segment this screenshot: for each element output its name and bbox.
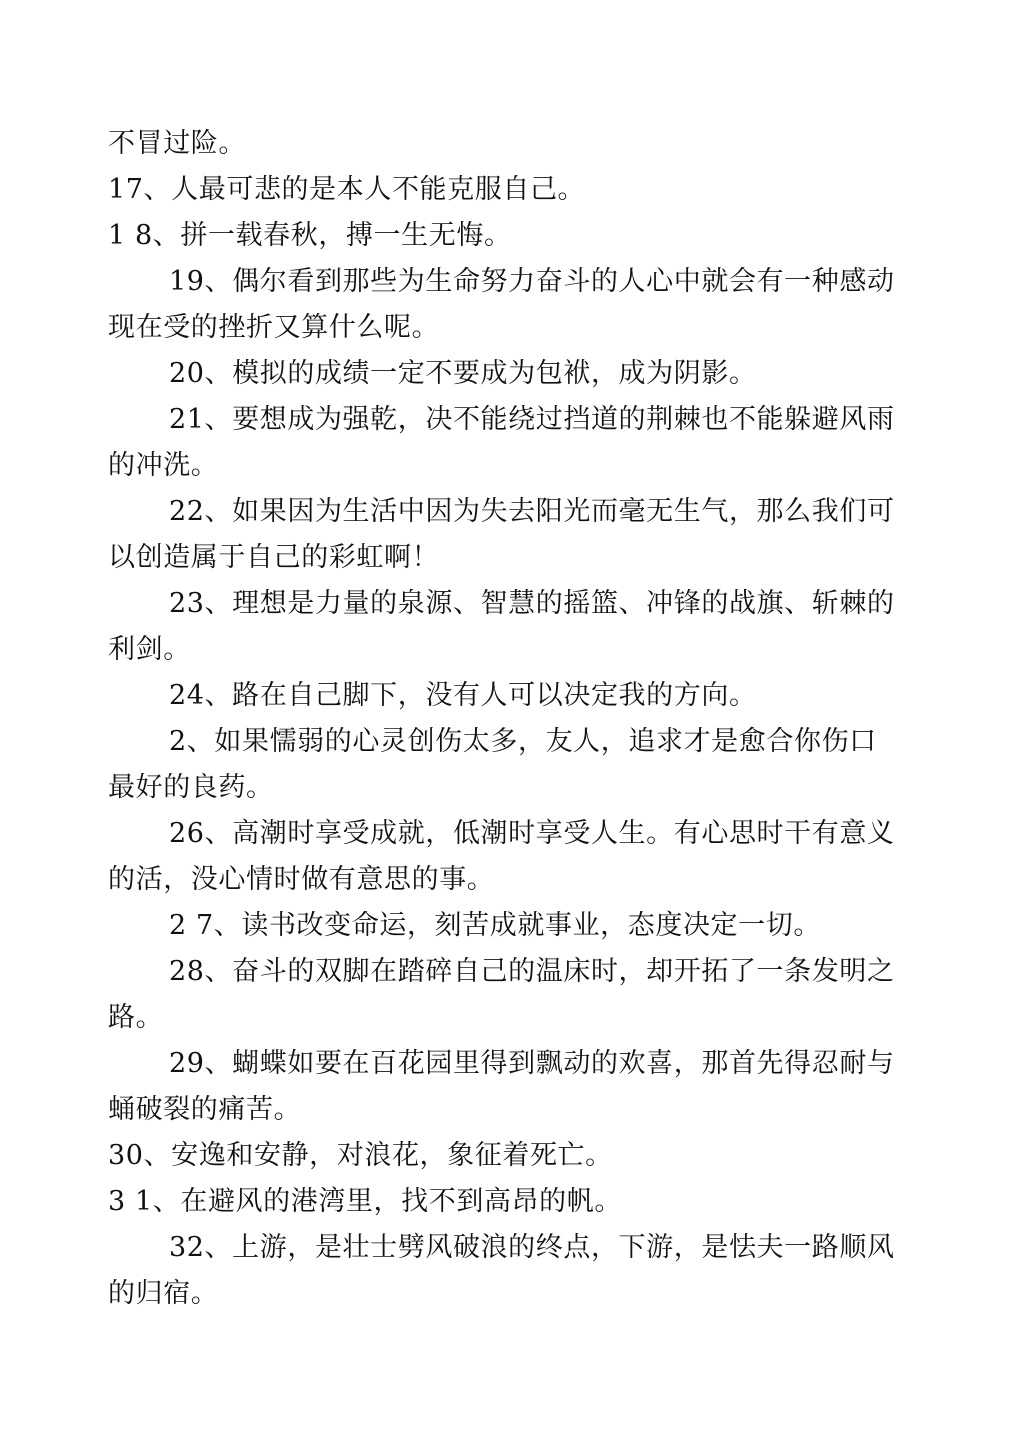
paragraph: 30、安逸和安静，对浪花，象征着死亡。 xyxy=(108,1140,613,1171)
paragraph: 21、要想成为强乾，决不能绕过挡道的荆棘也不能躲避风雨的冲洗。 xyxy=(108,404,895,481)
paragraph: 22、如果因为生活中因为失去阳光而毫无生气，那么我们可以创造属于自己的彩虹啊！ xyxy=(108,496,895,573)
paragraph: 19、偶尔看到那些为生命努力奋斗的人心中就会有一种感动现在受的挫折又算什么呢。 xyxy=(108,266,895,343)
paragraph: 28、奋斗的双脚在踏碎自己的温床时，却开拓了一条发明之路。 xyxy=(108,956,895,1033)
paragraph: 29、蝴蝶如要在百花园里得到飘动的欢喜，那首先得忍耐与蛹破裂的痛苦。 xyxy=(108,1048,895,1125)
paragraph: 24、路在自己脚下，没有人可以决定我的方向。 xyxy=(169,680,757,711)
paragraph: 2、如果懦弱的心灵创伤太多，友人，追求才是愈合你伤口最好的良药。 xyxy=(108,726,877,803)
paragraph: 3 1、在避风的港湾里，找不到高昂的帆。 xyxy=(108,1186,622,1217)
paragraph: 不冒过险。 xyxy=(108,128,246,159)
document-page xyxy=(108,121,898,1317)
paragraph: 32、上游，是壮士劈风破浪的终点，下游，是怯夫一路顺风的归宿。 xyxy=(108,1232,895,1309)
paragraph: 2 7、读书改变命运，刻苦成就事业，态度决定一切。 xyxy=(169,910,821,941)
paragraph: 26、高潮时享受成就，低潮时享受人生。有心思时干有意义的活，没心情时做有意思的事。 xyxy=(108,818,895,895)
paragraph: 20、模拟的成绩一定不要成为包袱，成为阴影。 xyxy=(169,358,757,389)
paragraph: 23、理想是力量的泉源、智慧的摇篮、冲锋的战旗、斩棘的利剑。 xyxy=(108,588,895,665)
paragraph: 1 8、拼一载春秋，搏一生无悔。 xyxy=(108,220,512,251)
paragraph: 17、人最可悲的是本人不能克服自己。 xyxy=(108,174,586,205)
